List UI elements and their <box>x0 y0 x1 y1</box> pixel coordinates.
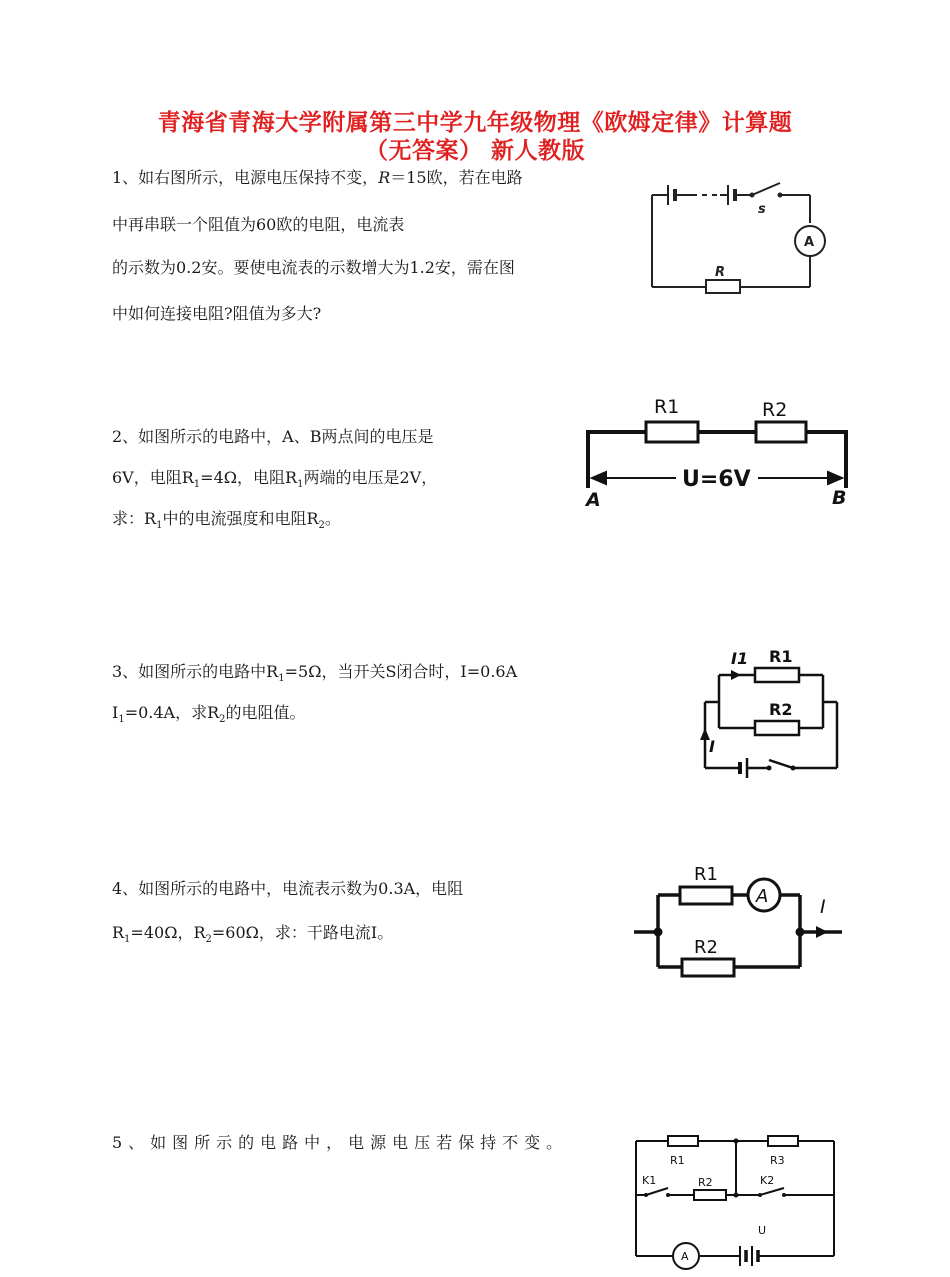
q5-voltage-label: U <box>758 1224 767 1237</box>
q4-line2: $R_1=40\Omega$，$R_2=60\Omega$，求：干路电流I。 <box>112 923 394 946</box>
q2-point-a-label: A <box>586 489 601 511</box>
q5-r2-label: R2 <box>698 1176 713 1189</box>
q3-i1-label: I1 <box>731 649 749 668</box>
q3-r1-label: R1 <box>769 647 793 666</box>
q4-r2-label: R2 <box>694 937 718 958</box>
q2-line2: 6V，电阻$R_1=4\Omega$，电阻$R_1$两端的电压是2V， <box>112 468 438 491</box>
q5-r1-label: R1 <box>670 1154 685 1167</box>
q1-resistor-label: R <box>715 265 726 280</box>
q5-line1: 5、如图所示的电路中，电源电压若保持不变。 <box>112 1133 569 1152</box>
q3-line1: 3、如图所示的电路中$R_1=5\Omega$，当开关S闭合时，I=0.6A <box>112 662 518 685</box>
q5-k2-label: K2 <box>760 1174 775 1187</box>
q2-point-b-label: B <box>832 487 847 509</box>
q1-line3: 的示数为0.2安。要使电流表的示数增大为1.2安，需在图 <box>112 258 515 277</box>
q4-circuit-diagram <box>630 855 850 980</box>
q1-line1: 1、如右图所示，电源电压保持不变，R＝15欧，若在电路 <box>112 168 523 187</box>
q3-line2: $I_1=0.4A$，求$R_2$的电阻值。 <box>112 703 306 726</box>
q5-circuit-diagram <box>628 1128 843 1277</box>
q2-circuit-diagram <box>578 390 858 515</box>
document-title-line1: 青海省青海大学附属第三中学九年级物理《欧姆定律》计算题 <box>157 110 793 136</box>
q4-ammeter-label: A <box>756 886 769 907</box>
q1-circuit-diagram <box>640 175 840 300</box>
q2-voltage-label: U=6V <box>682 467 751 492</box>
q1-ammeter-label: A <box>804 235 815 250</box>
document-title-line2: （无答案） 新人教版 <box>364 138 585 164</box>
q4-i-label: I <box>820 896 826 918</box>
q1-switch-label: s <box>758 202 766 217</box>
q5-ammeter-label: A <box>681 1250 689 1263</box>
q4-line1: 4、如图所示的电路中，电流表示数为0.3A，电阻 <box>112 879 464 898</box>
q1-line4: 中如何连接电阻?阻值为多大? <box>112 304 322 323</box>
q2-line1: 2、如图所示的电路中，A、B两点间的电压是 <box>112 427 434 446</box>
q3-i-label: I <box>709 737 715 756</box>
q3-r2-label: R2 <box>769 700 793 719</box>
q2-line3: 求：$R_1$中的电流强度和电阻$R_2$。 <box>112 509 341 532</box>
q5-k1-label: K1 <box>642 1174 657 1187</box>
q1-line2: 中再串联一个阻值为60欧的电阻，电流表 <box>112 215 405 234</box>
q5-r3-label: R3 <box>770 1154 785 1167</box>
q4-r1-label: R1 <box>694 864 718 885</box>
q3-circuit-diagram <box>695 640 850 785</box>
q2-r1-label: R1 <box>654 396 680 418</box>
q2-r2-label: R2 <box>762 399 788 421</box>
